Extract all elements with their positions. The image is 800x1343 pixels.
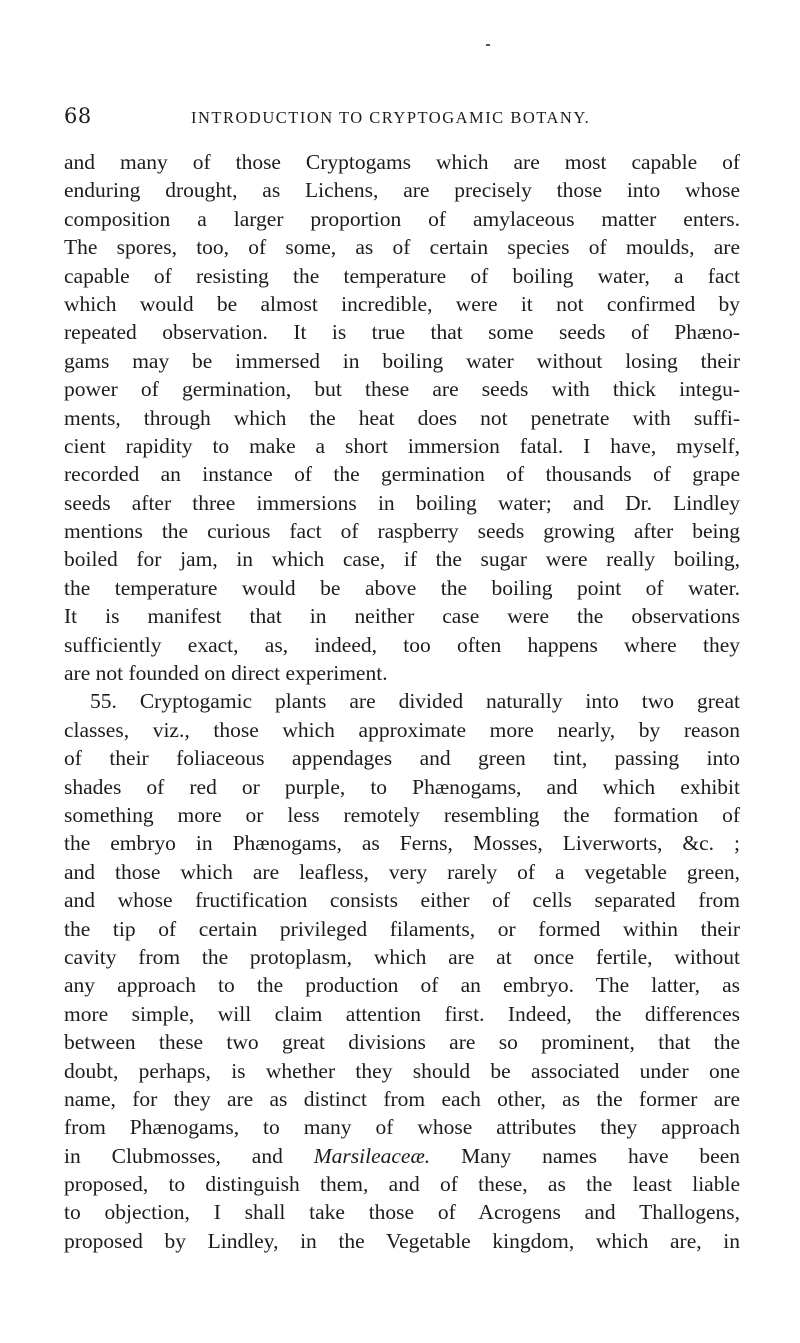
text-line: between these two great divisions are so prominent, that the <box>64 1030 740 1055</box>
text-line: doubt, perhaps, is whether they should be associated under one <box>64 1058 740 1083</box>
text-segment: in Clubmosses, and <box>64 1143 283 1168</box>
text-line: to objection, I shall take those of Acrogens and Thallogens, <box>64 1200 740 1225</box>
page-number: 68 <box>64 104 92 128</box>
text-line: power of germination, but these are seeds with thick integu- <box>64 377 740 402</box>
text-line: the tip of certain privileged filaments, or formed within their <box>64 916 740 941</box>
text-line: proposed by Lindley, in the Vegetable kingdom, which are, in <box>64 1228 740 1253</box>
page-header <box>64 103 744 133</box>
paragraph-55-start: 55. Cryptogamic plants are divided naturally into two great <box>90 689 740 714</box>
text-line: It is manifest that in neither case were the observations <box>64 604 740 629</box>
text-line: seeds after three immersions in boiling water; and Dr. Lindley <box>64 490 740 515</box>
text-line: are not founded on direct experiment. <box>64 661 388 686</box>
text-line: the temperature would be above the boiling point of water. <box>64 575 740 600</box>
text-line: enduring drought, as Lichens, are precisely those into whose <box>64 178 740 203</box>
text-line: the embryo in Phænogams, as Ferns, Mosses, Liverworts, &c. ; <box>64 831 740 856</box>
text-line: gams may be immersed in boiling water without losing their <box>64 348 740 373</box>
text-line: ments, through which the heat does not penetrate with suffi- <box>64 405 740 430</box>
text-line-with-italic <box>64 1142 740 1170</box>
text-line: boiled for jam, in which case, if the sugar were really boiling, <box>64 547 740 572</box>
text-line: The spores, too, of some, as of certain species of moulds, are <box>64 235 740 260</box>
text-line: proposed, to distinguish them, and of these, as the least liable <box>64 1172 740 1197</box>
text-line: and whose fructification consists either of cells separated from <box>64 888 740 913</box>
text-line: more simple, will claim attention first. Indeed, the differences <box>64 1001 740 1026</box>
running-head: INTRODUCTION TO CRYPTOGAMIC BOTANY. <box>191 108 591 127</box>
text-line: shades of red or purple, to Phænogams, and which exhibit <box>64 774 740 799</box>
text-line: which would be almost incredible, were it not confirmed by <box>64 291 740 316</box>
text-line: cavity from the protoplasm, which are at once fertile, without <box>64 944 740 969</box>
text-line: and many of those Cryptogams which are most capable of <box>64 150 740 174</box>
text-line: something more or less remotely resembling the formation of <box>64 802 740 827</box>
text-line: composition a larger proportion of amylaceous matter enters. <box>64 206 740 231</box>
text-line: classes, viz., those which approximate more nearly, by reason <box>64 717 740 742</box>
text-line: recorded an instance of the germination of thousands of grape <box>64 462 740 487</box>
ink-speck <box>486 44 490 46</box>
text-line: repeated observation. It is true that some seeds of Phæno- <box>64 320 740 345</box>
text-line: any approach to the production of an embryo. The latter, as <box>64 973 740 998</box>
text-segment: Many names have been <box>461 1143 740 1168</box>
text-line: sufficiently exact, as, indeed, too often happens where they <box>64 632 740 657</box>
text-line: name, for they are as distinct from each other, as the former are <box>64 1086 740 1111</box>
text-line: and those which are leafless, very rarely of a vegetable green, <box>64 859 740 884</box>
text-line: cient rapidity to make a short immersion fatal. I have, myself, <box>64 433 740 458</box>
text-line: mentions the curious fact of raspberry seeds growing after being <box>64 519 740 544</box>
body-text <box>64 148 740 1255</box>
text-line: capable of resisting the temperature of boiling water, a fact <box>64 263 740 288</box>
italic-term: Marsileaceæ. <box>313 1143 431 1168</box>
text-line: from Phænogams, to many of whose attributes they approach <box>64 1115 740 1140</box>
text-line: of their foliaceous appendages and green tint, passing into <box>64 746 740 771</box>
